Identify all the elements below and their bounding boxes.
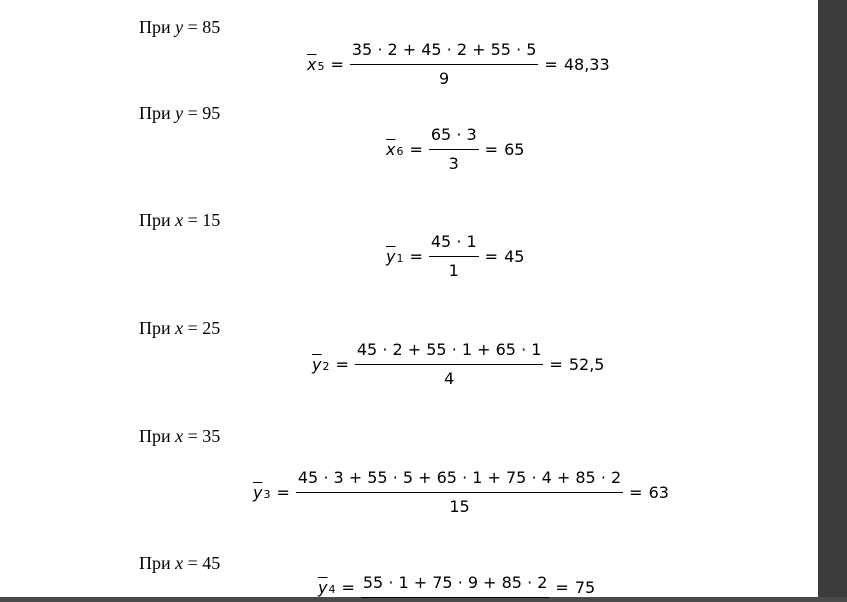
denominator: 15	[449, 497, 470, 516]
fraction	[429, 232, 479, 281]
formula: $\overline{y}$ 4 = 55 · 1 + 75 · 9 + 85 · 2 = 75	[318, 573, 595, 602]
mean-symbol: $\overline{x}$ 6	[386, 140, 404, 159]
numerator: 45 · 3 + 55 · 5 + 65 · 1 + 75 · 4 + 85 · 2	[296, 468, 623, 493]
mean-symbol: $\overline{y}$ 2	[312, 355, 330, 374]
condition-label: При x = 45	[139, 553, 221, 573]
denominator: 3	[448, 154, 459, 173]
numerator: 35 · 2 + 45 · 2 + 55 · 5	[350, 40, 539, 65]
formula: $\overline{x}$ 6 = $\frac{65 \cdot 3}{3}$ = 65	[386, 125, 525, 173]
fraction	[350, 40, 539, 89]
formula: $\overline{y}$ 1 = $\frac{45 \cdot 1}{1}$ = 45	[386, 232, 525, 280]
scrollbar[interactable]	[818, 0, 847, 597]
condition-label: При x = 15	[139, 210, 221, 230]
numerator: 45 · 2 + 55 · 1 + 65 · 1	[355, 340, 544, 365]
denominator: 9	[439, 69, 450, 88]
fraction	[296, 468, 623, 517]
numerator: 55 · 1 + 75 · 9 + 85 · 2	[361, 573, 550, 598]
result: 52,5	[568, 355, 605, 374]
mean-symbol: $\overline{y}$ 4	[318, 578, 336, 597]
result: 48,33	[563, 55, 610, 74]
fraction	[361, 573, 550, 602]
denominator: 1	[448, 261, 459, 280]
condition-label: При y = 85	[139, 17, 221, 37]
mean-symbol: $\overline{y}$ 1	[386, 247, 404, 266]
formula: $\overline{y}$ 2 = $\frac{45 \cdot 2 + 55 \cdot 1 + 65 \cdot 1}{4}$ = 52,5	[312, 340, 605, 388]
result: 63	[648, 483, 669, 502]
result: 65	[504, 140, 525, 159]
result: 75	[574, 578, 596, 597]
formula: $\overline{x}$ 5 = $\frac{35 \cdot 2 + 45 \cdot 2 + 55 \cdot 5}{9}$ = 48,33	[307, 40, 610, 88]
condition-label: При x = 25	[139, 318, 221, 338]
denominator: 4	[444, 369, 455, 388]
fraction	[355, 340, 544, 389]
mean-symbol: $\overline{x}$ 5	[307, 55, 325, 74]
mean-symbol: $\overline{y}$ 3	[253, 483, 271, 502]
result: 45	[504, 247, 525, 266]
numerator: 45 · 1	[429, 232, 479, 257]
condition-label: При y = 95	[139, 103, 221, 123]
numerator: 65 · 3	[429, 125, 479, 150]
fraction	[429, 125, 479, 174]
formula: $\overline{y}$ 3 = $\frac{45 \cdot 3 + 55 \cdot 5 + 65 \cdot 1 + 75 \cdot 4 + 85 \cdot 2}{15}$ = 63	[253, 468, 669, 516]
condition-label: При x = 35	[139, 426, 221, 446]
